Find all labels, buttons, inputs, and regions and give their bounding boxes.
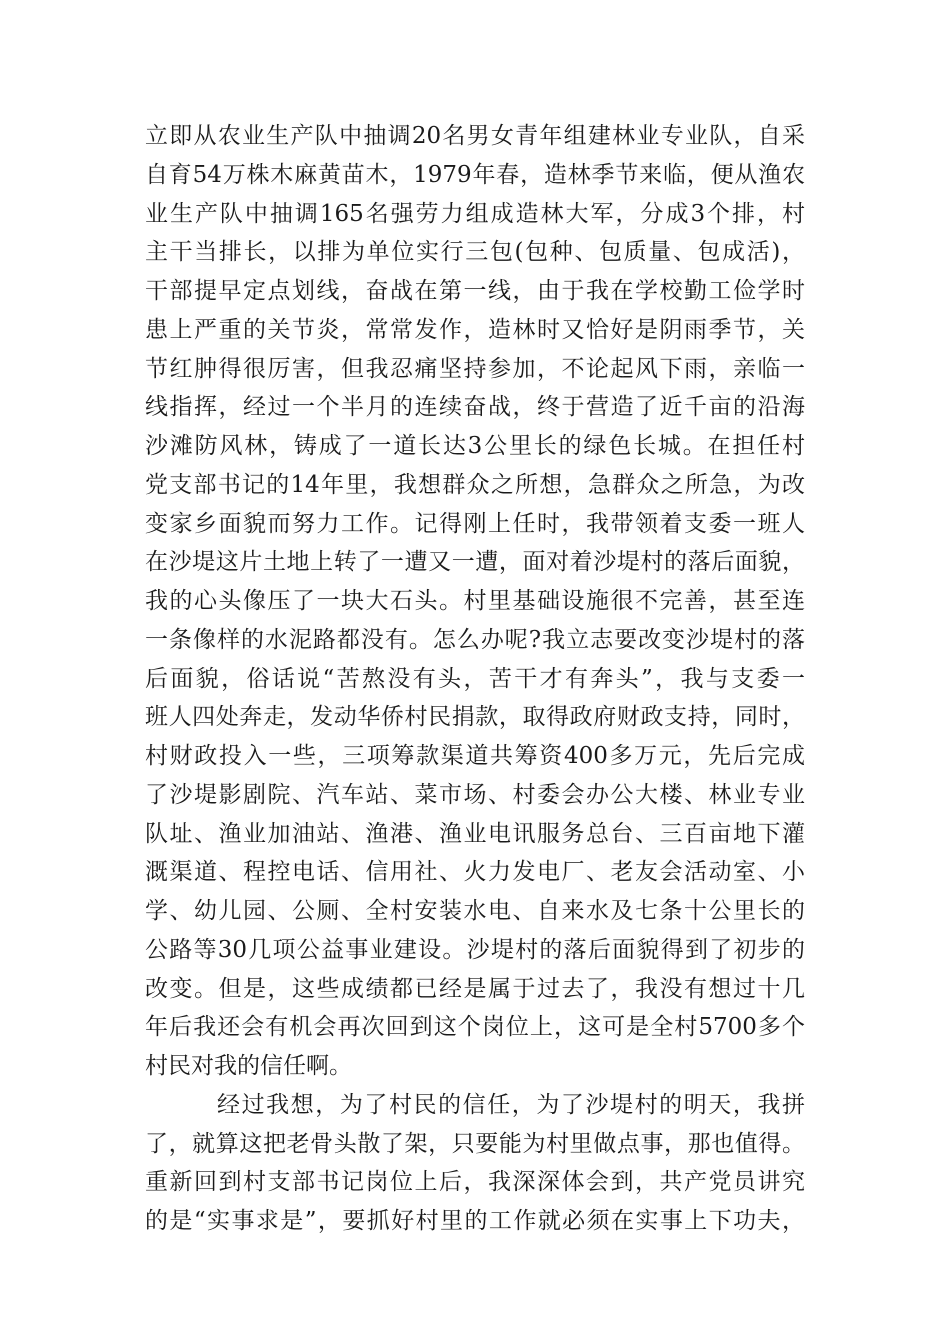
text-line: 干部提早定点划线，奋战在第一线，由于我在学校勤工俭学时 bbox=[145, 278, 805, 304]
text-line: 村财政投入一些，三项筹款渠道共筹资400多万元，先后完成 bbox=[145, 743, 805, 769]
text-line: 自育54万株木麻黄苗木，1979年春，造林季节来临，便从渔农 bbox=[145, 161, 805, 188]
text-line: 班人四处奔走，发动华侨村民捐款，取得政府财政支持，同时， bbox=[145, 704, 805, 731]
text-line: 主干当排长，以排为单位实行三包(包种、包质量、包成活)， bbox=[145, 239, 805, 266]
text-line: 立即从农业生产队中抽调20名男女青年组建林业专业队，自采 bbox=[145, 123, 805, 149]
text-line: 公路等30几项公益事业建设。沙堤村的落后面貌得到了初步的 bbox=[145, 936, 805, 963]
text-line: 在沙堤这片土地上转了一遭又一遭，面对着沙堤村的落后面貌， bbox=[145, 549, 805, 576]
text-line: 后面貌，俗话说“苦熬没有头，苦干才有奔头”，我与支委一 bbox=[145, 665, 805, 692]
body-text bbox=[145, 117, 805, 1241]
text-line: 村民对我的信任啊。 bbox=[145, 1053, 352, 1079]
text-line: 患上严重的关节炎，常常发作，造林时又恰好是阴雨季节，关 bbox=[145, 316, 805, 343]
text-line: 线指挥，经过一个半月的连续奋战，终于营造了近千亩的沿海 bbox=[145, 394, 805, 421]
text-line: 溉渠道、程控电话、信用社、火力发电厂、老友会活动室、小 bbox=[145, 859, 805, 886]
text-line: 了沙堤影剧院、汽车站、菜市场、村委会办公大楼、林业专业 bbox=[145, 781, 805, 808]
text-line: 年后我还会有机会再次回到这个岗位上，这可是全村5700多个 bbox=[145, 1014, 805, 1041]
text-line: 党支部书记的14年里，我想群众之所想，急群众之所急，为改 bbox=[145, 471, 805, 498]
paragraph-first-line: 经过我想，为了村民的信任，为了沙堤村的明天，我拼 bbox=[217, 1091, 805, 1118]
text-line: 的是“实事求是”，要抓好村里的工作就必须在实事上下功夫， bbox=[145, 1208, 805, 1234]
text-line: 改变。但是，这些成绩都已经是属于过去了，我没有想过十几 bbox=[145, 975, 805, 1002]
text-line: 沙滩防风林，铸成了一道长达3公里长的绿色长城。在担任村 bbox=[145, 433, 805, 459]
text-line: 重新回到村支部书记岗位上后，我深深体会到，共产党员讲究 bbox=[145, 1169, 805, 1196]
text-line: 业生产队中抽调165名强劳力组成造林大军，分成3个排，村 bbox=[145, 200, 805, 227]
text-line: 变家乡面貌而努力工作。记得刚上任时，我带领着支委一班人 bbox=[145, 510, 805, 537]
text-line: 一条像样的水泥路都没有。怎么办呢?我立志要改变沙堤村的落 bbox=[145, 626, 805, 653]
text-line: 队址、渔业加油站、渔港、渔业电讯服务总台、三百亩地下灌 bbox=[145, 820, 805, 847]
text-line: 学、幼儿园、公厕、全村安装水电、自来水及七条十公里长的 bbox=[145, 898, 805, 924]
text-line: 节红肿得很厉害，但我忍痛坚持参加，不论起风下雨，亲临一 bbox=[145, 355, 805, 382]
text-line: 我的心头像压了一块大石头。村里基础设施很不完善，甚至连 bbox=[145, 588, 805, 614]
text-line: 了，就算这把老骨头散了架，只要能为村里做点事，那也值得。 bbox=[145, 1130, 805, 1157]
